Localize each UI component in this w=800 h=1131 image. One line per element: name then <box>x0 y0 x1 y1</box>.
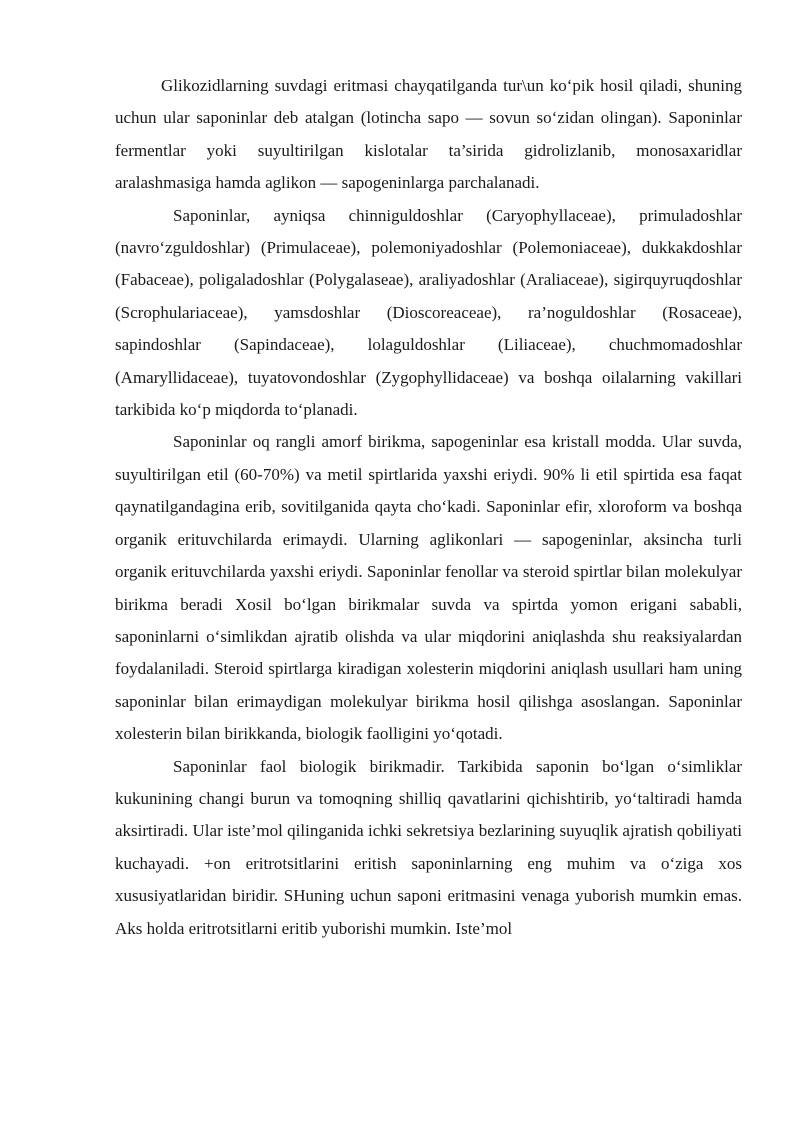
paragraph-plant-families: Saponinlar, ayniqsa chinniguldoshlar (Caryophyllaceae), primuladoshlar (navro‘zguldoshlar) (Primulaceae), polemoniyadoshlar (Polemoniaceae), dukkakdoshlar (Fabaceae), poligaladoshlar (Polygalaseae), araliyadoshlar (Araliaceae), sigirquyruqdoshlar (Scrophulariaceae), yamsdoshlar (Dioscoreaceae), ra’noguldoshlar (Rosaceae), sapindoshlar (Sapindaceae), lolaguldoshlar (Liliaceae), chuchmomadoshlar (Amaryllidaceae), tuyatovondoshlar (Zygophyllidaceae) va boshqa oilalarning vakillari tarkibida ko‘p miqdorda to‘planadi. <box>115 205 742 420</box>
paragraph-glycoside-foam: Glikozidlarning suvdagi eritmasi chayqatilganda tur\un ko‘pik hosil qiladi, shuning uchun ular saponinlar deb atalgan (lotincha sapo — sovun so‘zidan olingan). Saponinlar fermentlar yoki suyultirilgan kislotalar ta’sirida gidrolizlanib, monosaxaridlar aralashmasiga hamda aglikon — sapogeninlarga parchalanadi. <box>115 76 742 193</box>
paragraph-biological-activity: Saponinlar faol biologik birikmadir. Tarkibida saponin bo‘lgan o‘simliklar kukunining changi burun va tomoqning shilliq qavatlarini qichishtirib, yo‘taltiradi hamda aksirtiradi. Ular iste’mol qilinganida ichki sekretsiya bezlarining suyuqlik ajratish qobiliyati kuchayadi. +on eritrotsitlarini eritish saponinlarning eng muhim va o‘ziga xos xususiyatlaridan biridir. SHuning uchun saponi eritmasini venaga yuborish mumkin emas. Aks holda eritrotsitlarni eritib yuborishi mumkin. Iste’mol <box>115 756 742 938</box>
document-page <box>115 70 742 945</box>
paragraph-solubility: Saponinlar oq rangli amorf birikma, sapogeninlar esa kristall modda. Ular suvda, suyultirilgan etil (60-70%) va metil spirtlarida yaxshi eriydi. 90% li etil spirtida esa faqat qaynatilgandagina erib, sovitilganida qayta cho‘kadi. Saponinlar efir, xloroform va boshqa organik erituvchilarda erimaydi. Ularning aglikonlari — sapogeninlar, aksincha turli organik erituvchilarda yaxshi eriydi. Saponinlar fenollar va steroid spirtlar bilan molekulyar birikma beradi Xosil bo‘lgan birikmalar suvda va spirtda yomon erigani sababli, saponinlarni o‘simlikdan ajratib olishda va ular miqdorini aniqlashda shu reaksiyalardan foydalaniladi. Steroid spirtlarga kiradigan xolesterin miqdorini aniqlash usullari ham uning saponinlar bilan erimaydigan molekulyar birikma hosil qilishga asoslangan. Saponinlar xolesterin bilan birikkanda, biologik faolligini yo‘qotadi. <box>115 432 742 744</box>
